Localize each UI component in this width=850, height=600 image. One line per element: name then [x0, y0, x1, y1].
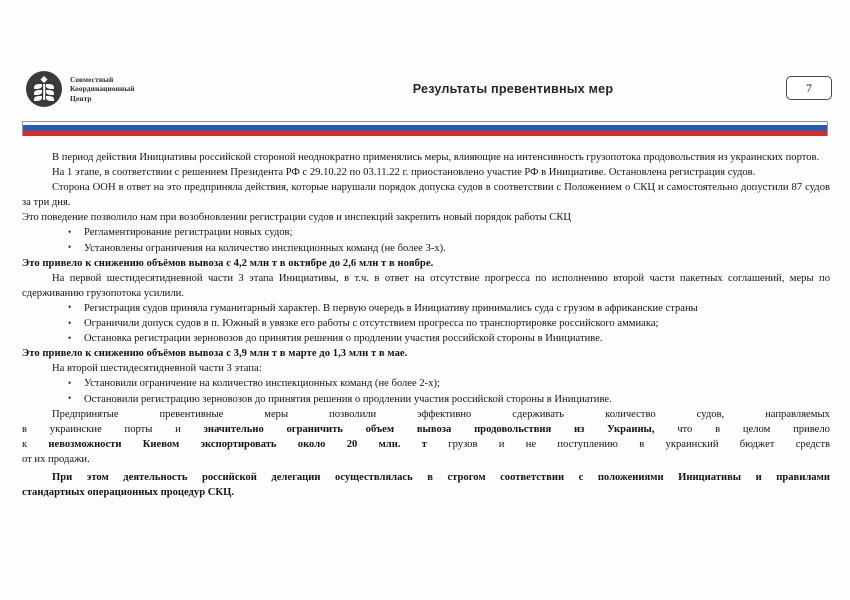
word: что [677, 423, 693, 435]
word: При [52, 471, 73, 483]
paragraph-7-line-3 [22, 437, 830, 452]
word: осуществлялась [335, 471, 413, 483]
bullet-list-3 [22, 376, 830, 406]
paragraph-5: На первой шестидесятидневной части 3 этапа Инициативы, в т.ч. в ответ на отсутствие прогресса по исполнению второй части пакетных соглашений, меры по сдерживанию грузопотока усилили. [22, 272, 830, 299]
word: т [421, 438, 427, 450]
word: направляемых [765, 408, 830, 420]
paragraph-4: Это поведение позволило нам при возобновлении регистрации судов и инспекций закрепить новый порядок работы СКЦ [22, 212, 572, 224]
word: сдерживать [512, 408, 565, 420]
word: порты [124, 423, 153, 435]
word: российской [201, 471, 257, 483]
word: к [22, 438, 28, 450]
word: положениями [597, 471, 664, 483]
word: объем [365, 423, 395, 435]
paragraph-6: На второй шестидесятидневной части 3 этапа: [52, 363, 262, 375]
list-item: • Регламентирование регистрации новых судов; [22, 225, 830, 240]
highlight-statement-1: Это привело к снижению объёмов вывоза с 4,2 млн т в октябре до 2,6 млн т в ноябре. [22, 257, 434, 269]
word: меры [264, 408, 289, 420]
word: из [574, 423, 585, 435]
word: судов, [696, 408, 725, 420]
page-number-badge: 7 [786, 76, 832, 100]
word: грузов [448, 438, 478, 450]
word: украинский [665, 438, 719, 450]
page-title: Результаты превентивных мер [412, 82, 614, 96]
logo-line-1: Совместный [70, 74, 114, 84]
word: Украины, [607, 423, 655, 435]
wheat-emblem-icon [26, 71, 62, 107]
word: в [639, 438, 645, 450]
word: и [175, 423, 181, 435]
tricolor-red-band [23, 131, 827, 136]
tricolor-divider [22, 121, 828, 136]
word: и [755, 471, 762, 483]
word: с [578, 471, 584, 483]
paragraph-7-line-2 [22, 422, 830, 437]
paragraph-8 [22, 470, 830, 500]
paragraph-7-line-1 [22, 407, 830, 422]
word: ограничить [286, 423, 343, 435]
word: Предпринятые [52, 408, 119, 420]
word: Киевом [142, 438, 180, 450]
word: экспортировать [200, 438, 277, 450]
word: превентивные [159, 408, 224, 420]
word: значительно [203, 423, 264, 435]
word: в [715, 423, 721, 435]
word: невозможности [48, 438, 122, 450]
page-header [0, 60, 850, 118]
paragraph-7-line-4: от их продажи. [22, 453, 90, 465]
paragraph-2: На 1 этапе, в соответствии с решением Президента РФ с 29.10.22 по 03.11.22 г. приостановлено участие РФ в Инициативе. Остановлена регистрация судов. [52, 167, 756, 179]
paragraph-1: В период действия Инициативы российской стороной неоднократно применялись меры, влияющие на интенсивность грузопотока продовольствия из украинских портов. [52, 152, 820, 163]
word: средств [795, 438, 830, 450]
word: эффективно [417, 408, 472, 420]
list-item: • Регистрация судов приняла гуманитарный характер. В первую очередь в Инициативу принимались суда с грузом в африканские страны [22, 301, 830, 316]
list-item: • Установлены ограничения на количество инспекционных команд (не более 3-х). [22, 241, 830, 256]
logo-line-2: Координационный [70, 84, 135, 94]
list-item: • Остановка регистрации зерновозов до принятия решения о продлении участия российской стороны в Инициативе. [22, 331, 830, 346]
word: поступлению [557, 438, 618, 450]
list-item: • Остановили регистрацию зерновозов до принятия решения о продлении участия российской стороны в Инициативе. [22, 392, 830, 407]
word: целом [742, 423, 771, 435]
word: продовольствия [474, 423, 552, 435]
paragraph-3: Сторона ООН в ответ на это предприняла действия, которые нарушали порядок допуска судов в соответствии с Положением о СКЦ и самостоятельно допустили 87 судов за три дня. [22, 182, 830, 209]
word: не [525, 438, 537, 450]
paragraph-8-line-1 [22, 470, 830, 485]
word: и [498, 438, 505, 450]
word: в [22, 423, 28, 435]
organization-name [70, 75, 135, 103]
bullet-list-1 [22, 225, 830, 255]
word: строгом [447, 471, 486, 483]
word: позволили [329, 408, 377, 420]
list-item: • Установили ограничение на количество инспекционных команд (не более 2-х); [22, 376, 830, 391]
word: правилами [776, 471, 830, 483]
bullet-list-2 [22, 301, 830, 346]
paragraph-8-line-2: стандартных операционных процедур СКЦ. [22, 487, 234, 499]
list-item: • Ограничили допуск судов в п. Южный в увязке его работы с отсутствием прогресса по транспортировке российского аммиака; [22, 316, 830, 331]
word: делегации [271, 471, 321, 483]
word: этом [86, 471, 109, 483]
word: бюджет [739, 438, 775, 450]
word: количество [605, 408, 656, 420]
word: в [427, 471, 433, 483]
word: привело [793, 423, 830, 435]
word: соответствии [500, 471, 565, 483]
word: украинские [49, 423, 102, 435]
word: вывоза [416, 423, 452, 435]
word: 20 [346, 438, 358, 450]
word: Инициативы [678, 471, 742, 483]
document-body [22, 150, 830, 500]
word: млн. [378, 438, 401, 450]
logo-line-3: Центр [70, 93, 92, 103]
highlight-statement-2: Это привело к снижению объёмов вывоза с 3,9 млн т в марте до 1,3 млн т в мае. [22, 348, 408, 360]
word: около [297, 438, 326, 450]
word: деятельность [123, 471, 188, 483]
paragraph-7 [22, 407, 830, 467]
